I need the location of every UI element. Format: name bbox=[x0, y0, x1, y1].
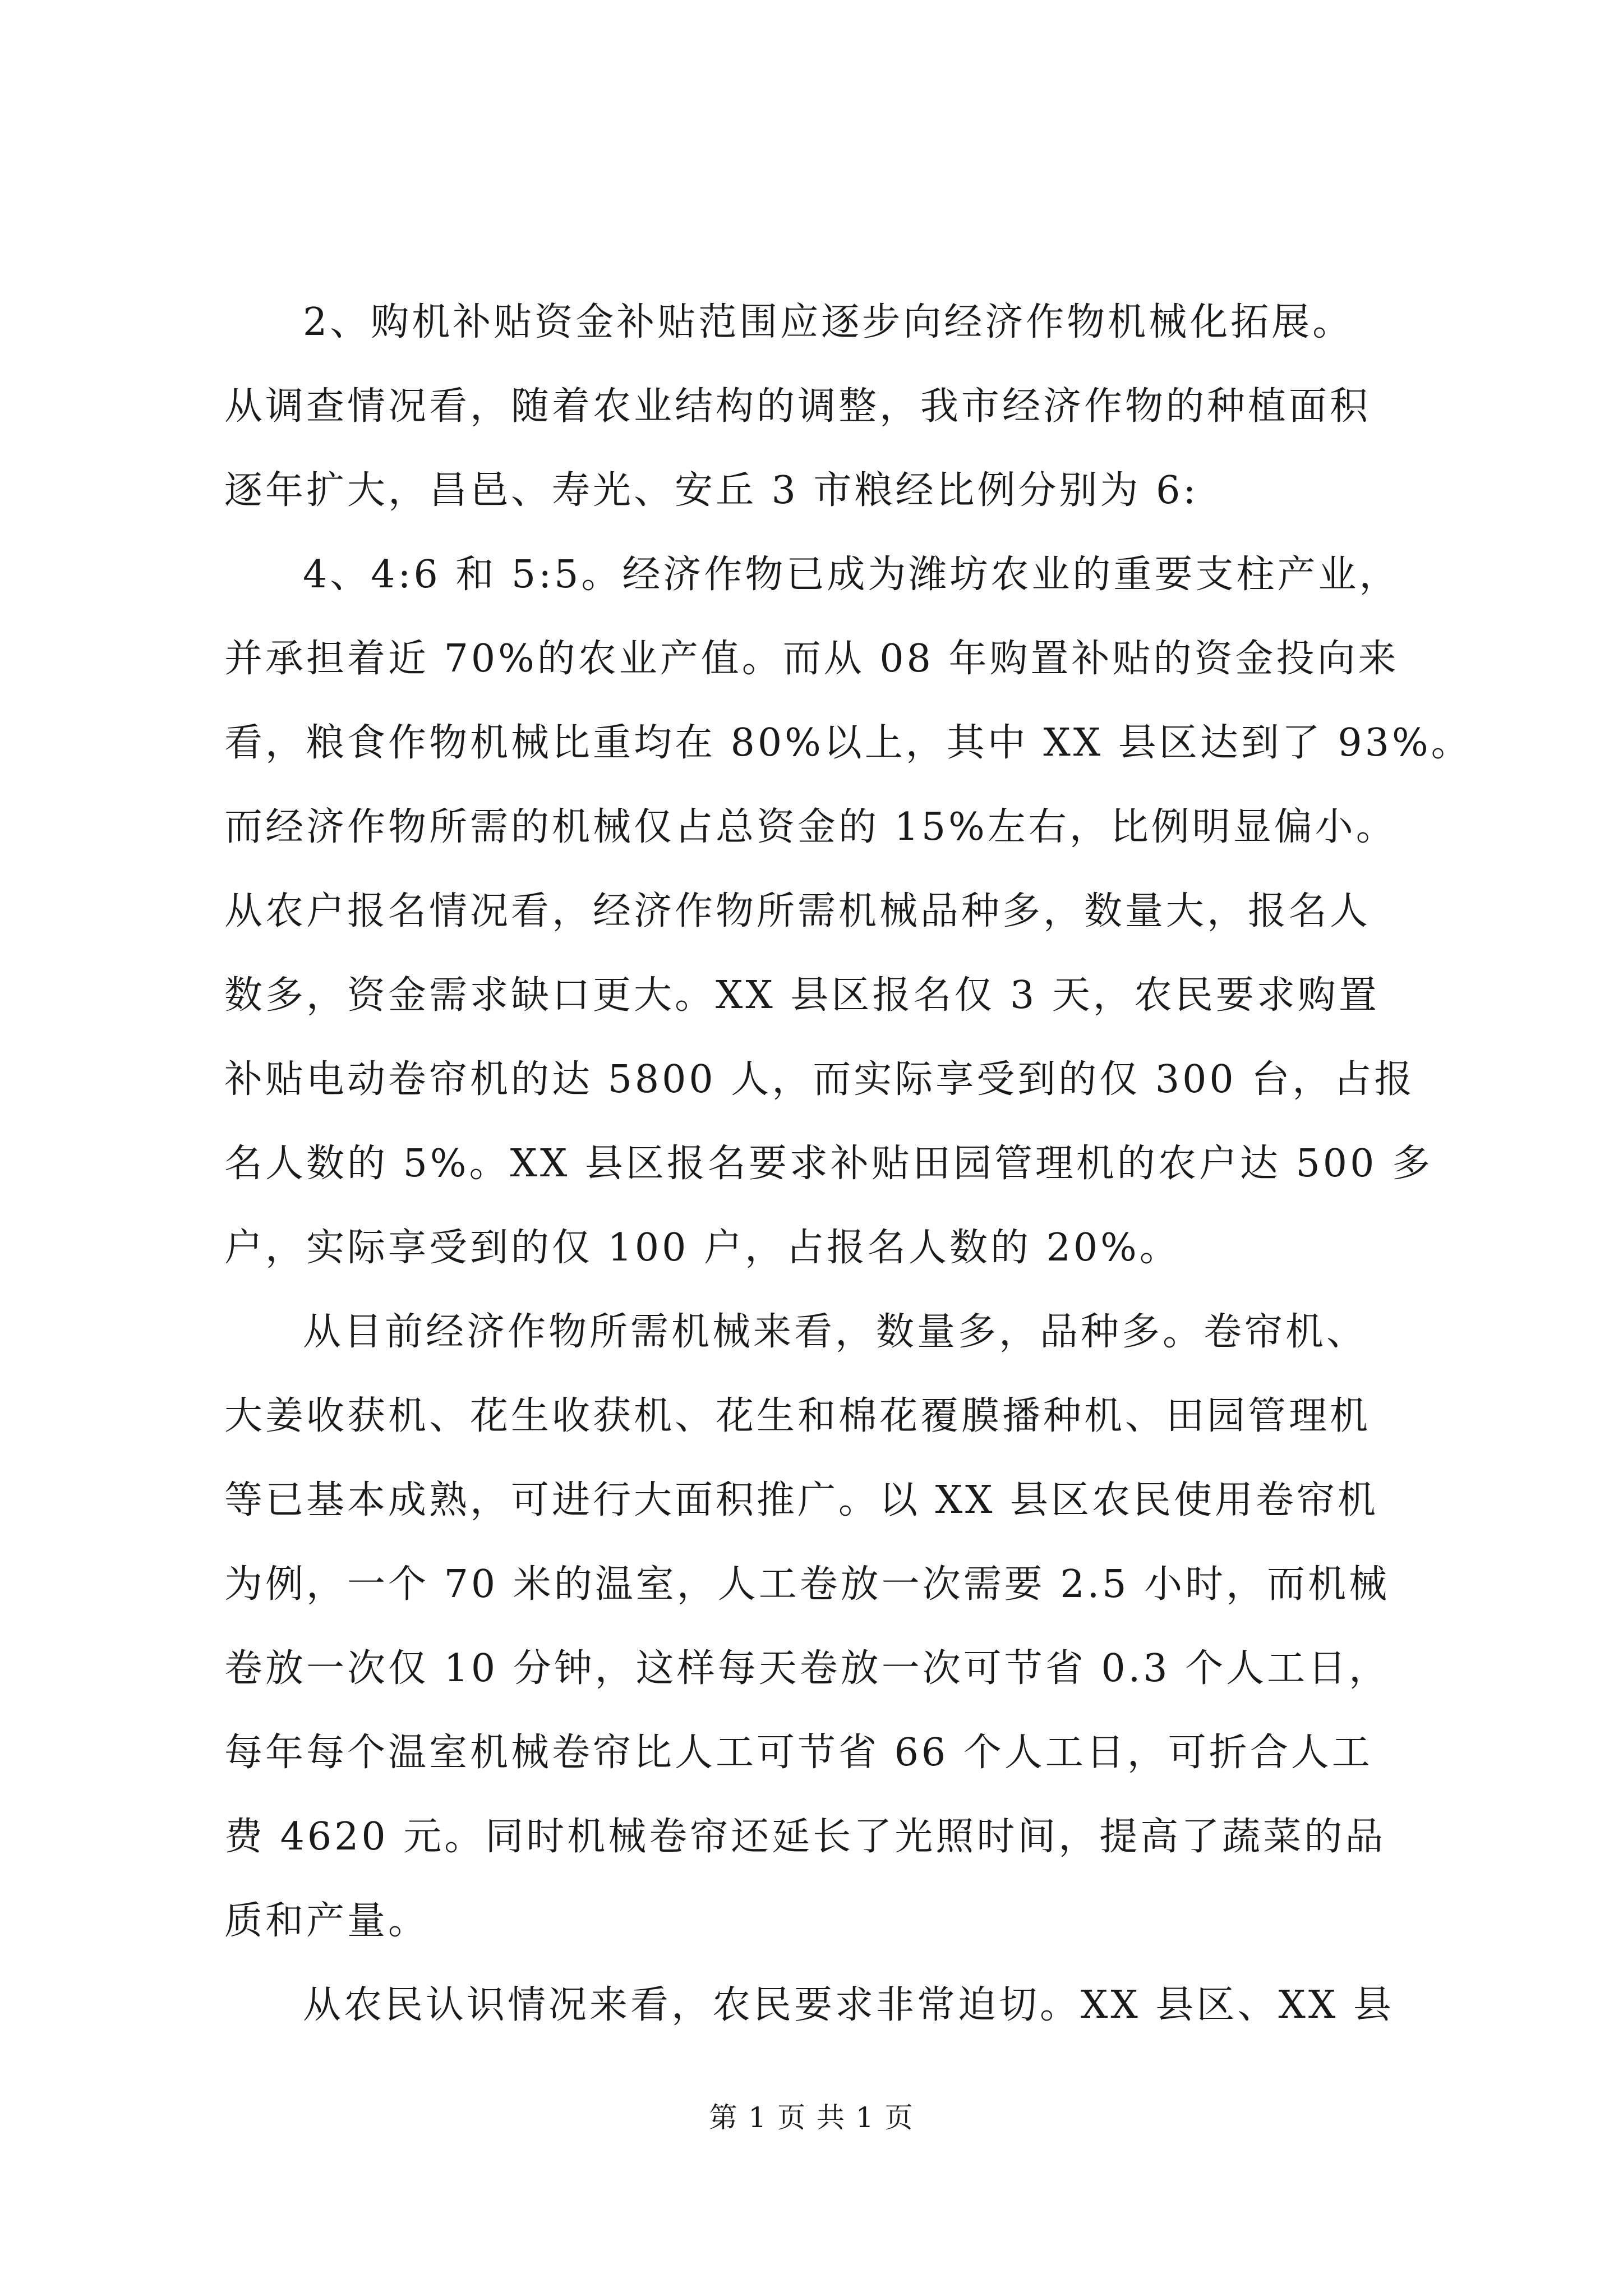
paragraph-line: 从调查情况看，随着农业结构的调整，我市经济作物的种植面积 bbox=[224, 384, 1371, 429]
paragraph-line: 数多，资金需求缺口更大。XX 县区报名仅 3 天，农民要求购置 bbox=[224, 973, 1380, 1018]
paragraph-line: 户，实际享受到的仅 100 户，占报名人数的 20%。 bbox=[224, 1226, 1181, 1270]
paragraph-line: 大姜收获机、花生收获机、花生和棉花覆膜播种机、田园管理机 bbox=[224, 1394, 1371, 1438]
paragraph-line: 为例，一个 70 米的温室，人工卷放一次需要 2.5 小时，而机械 bbox=[224, 1562, 1390, 1607]
paragraph-line: 并承担着近 70%的农业产值。而从 08 年购置补贴的资金投向来 bbox=[224, 637, 1399, 681]
page-footer: 第 1 页 共 1 页 bbox=[709, 2101, 914, 2134]
paragraph-line: 补贴电动卷帘机的达 5800 人，而实际享受到的仅 300 台，占报 bbox=[224, 1057, 1415, 1102]
paragraph-line: 质和产量。 bbox=[224, 1899, 430, 1943]
paragraph-line: 名人数的 5%。XX 县区报名要求补贴田园管理机的农户达 500 多 bbox=[224, 1142, 1433, 1186]
paragraph-line: 从农户报名情况看，经济作物所需机械品种多，数量大，报名人 bbox=[224, 889, 1371, 933]
paragraph-line: 等已基本成熟，可进行大面积推广。以 XX 县区农民使用卷帘机 bbox=[224, 1478, 1379, 1522]
paragraph-line: 4、4:6 和 5:5。经济作物已成为潍坊农业的重要支柱产业， bbox=[303, 553, 1400, 597]
paragraph-line: 费 4620 元。同时机械卷帘还延长了光照时间，提高了蔬菜的品 bbox=[224, 1815, 1386, 1859]
paragraph-line: 2、购机补贴资金补贴范围应逐步向经济作物机械化拓展。 bbox=[303, 300, 1354, 344]
paragraph-line: 每年每个温室机械卷帘比人工可节省 66 个人工日，可折合人工 bbox=[224, 1731, 1373, 1775]
paragraph-line: 从目前经济作物所需机械来看，数量多，品种多。卷帘机、 bbox=[303, 1310, 1368, 1354]
paragraph-line: 看，粮食作物机械比重均在 80%以上，其中 XX 县区达到了 93%。 bbox=[224, 721, 1472, 765]
paragraph-line: 从农民认识情况来看，农民要求非常迫切。XX 县区、XX 县 bbox=[303, 1983, 1394, 2027]
paragraph-line: 逐年扩大，昌邑、寿光、安丘 3 市粮经比例分别为 6: bbox=[224, 468, 1199, 513]
paragraph-line: 卷放一次仅 10 分钟，这样每天卷放一次可节省 0.3 个人工日， bbox=[224, 1646, 1390, 1691]
paragraph-line: 而经济作物所需的机械仅占总资金的 15%左右，比例明显偏小。 bbox=[224, 805, 1397, 849]
